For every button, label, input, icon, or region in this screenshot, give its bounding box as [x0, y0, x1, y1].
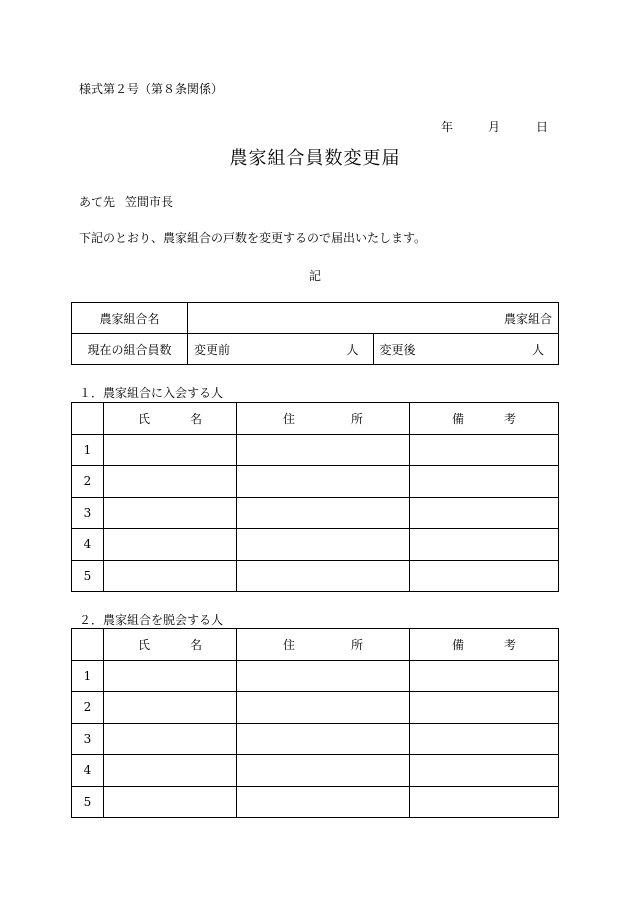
remarks-cell[interactable]: [410, 692, 559, 724]
row-number: 2: [72, 466, 104, 498]
header-address: 住 所: [237, 629, 410, 661]
address-cell[interactable]: [237, 434, 410, 466]
remarks-cell[interactable]: [410, 660, 559, 692]
name-cell[interactable]: [104, 434, 237, 466]
address-cell[interactable]: [237, 660, 410, 692]
summary-table: [71, 302, 559, 365]
address-cell[interactable]: [237, 723, 410, 755]
document-title: 農家組合員数変更届: [229, 148, 401, 169]
table-row: [72, 497, 559, 529]
header-address: 住 所: [237, 403, 410, 435]
row-number: 3: [72, 723, 104, 755]
form-number: 様式第２号（第８条関係）: [79, 82, 224, 96]
table-header-row: [72, 403, 559, 435]
table-row: [72, 434, 559, 466]
address-cell[interactable]: [237, 529, 410, 561]
addressee-name: 笠間市長: [125, 195, 174, 209]
remarks-cell[interactable]: [410, 466, 559, 498]
remarks-cell[interactable]: [410, 497, 559, 529]
name-cell[interactable]: [104, 755, 237, 787]
header-remarks: 備 考: [410, 403, 559, 435]
address-cell[interactable]: [237, 560, 410, 592]
row-number: 2: [72, 692, 104, 724]
address-cell[interactable]: [237, 497, 410, 529]
row-number: 5: [72, 560, 104, 592]
ki-label: 記: [308, 269, 321, 283]
row-number: 5: [72, 786, 104, 818]
count-before-field[interactable]: [188, 334, 374, 365]
header-number: [72, 629, 104, 661]
remarks-cell[interactable]: [410, 529, 559, 561]
date-month-label: 月: [488, 120, 501, 134]
member-count-row: [72, 334, 559, 365]
table-row: [72, 755, 559, 787]
union-name-field[interactable]: [188, 303, 559, 334]
row-number: 4: [72, 529, 104, 561]
before-unit: 人: [346, 342, 359, 357]
header-name: 氏 名: [104, 403, 237, 435]
name-cell[interactable]: [104, 497, 237, 529]
header-name: 氏 名: [104, 629, 237, 661]
table-row: [72, 692, 559, 724]
name-cell[interactable]: [104, 529, 237, 561]
union-name-row: [72, 303, 559, 334]
address-cell[interactable]: [237, 466, 410, 498]
member-count-label: 現在の組合員数: [72, 334, 188, 365]
before-label: 変更前: [194, 342, 231, 357]
row-number: 4: [72, 755, 104, 787]
header-remarks: 備 考: [410, 629, 559, 661]
section2-title: ２．農家組合を脱会する人: [79, 613, 224, 627]
row-number: 1: [72, 660, 104, 692]
date-year-label: 年: [441, 120, 454, 134]
count-after-field[interactable]: [373, 334, 559, 365]
remarks-cell[interactable]: [410, 560, 559, 592]
union-suffix: 農家組合: [503, 311, 552, 326]
name-cell[interactable]: [104, 692, 237, 724]
after-label: 変更後: [379, 342, 416, 357]
addressee-prefix: あて先: [79, 195, 116, 209]
name-cell[interactable]: [104, 466, 237, 498]
section1-title: １．農家組合に入会する人: [79, 386, 224, 400]
table-header-row: [72, 629, 559, 661]
table-row: [72, 660, 559, 692]
table-row: [72, 560, 559, 592]
remarks-cell[interactable]: [410, 434, 559, 466]
address-cell[interactable]: [237, 786, 410, 818]
after-unit: 人: [531, 342, 544, 357]
remarks-cell[interactable]: [410, 786, 559, 818]
name-cell[interactable]: [104, 723, 237, 755]
table-row: [72, 723, 559, 755]
address-cell[interactable]: [237, 692, 410, 724]
addressee: [79, 193, 173, 210]
table-row: [72, 786, 559, 818]
row-number: 1: [72, 434, 104, 466]
table-row: [72, 466, 559, 498]
name-cell[interactable]: [104, 786, 237, 818]
header-number: [72, 403, 104, 435]
union-name-label: 農家組合名: [72, 303, 188, 334]
date-day-label: 日: [536, 120, 549, 134]
row-number: 3: [72, 497, 104, 529]
remarks-cell[interactable]: [410, 723, 559, 755]
address-cell[interactable]: [237, 755, 410, 787]
body-text: 下記のとおり、農家組合の戸数を変更するので届出いたします。: [79, 231, 427, 245]
remarks-cell[interactable]: [410, 755, 559, 787]
name-cell[interactable]: [104, 660, 237, 692]
leave-members-table: [71, 628, 559, 818]
join-members-table: [71, 402, 559, 592]
name-cell[interactable]: [104, 560, 237, 592]
table-row: [72, 529, 559, 561]
